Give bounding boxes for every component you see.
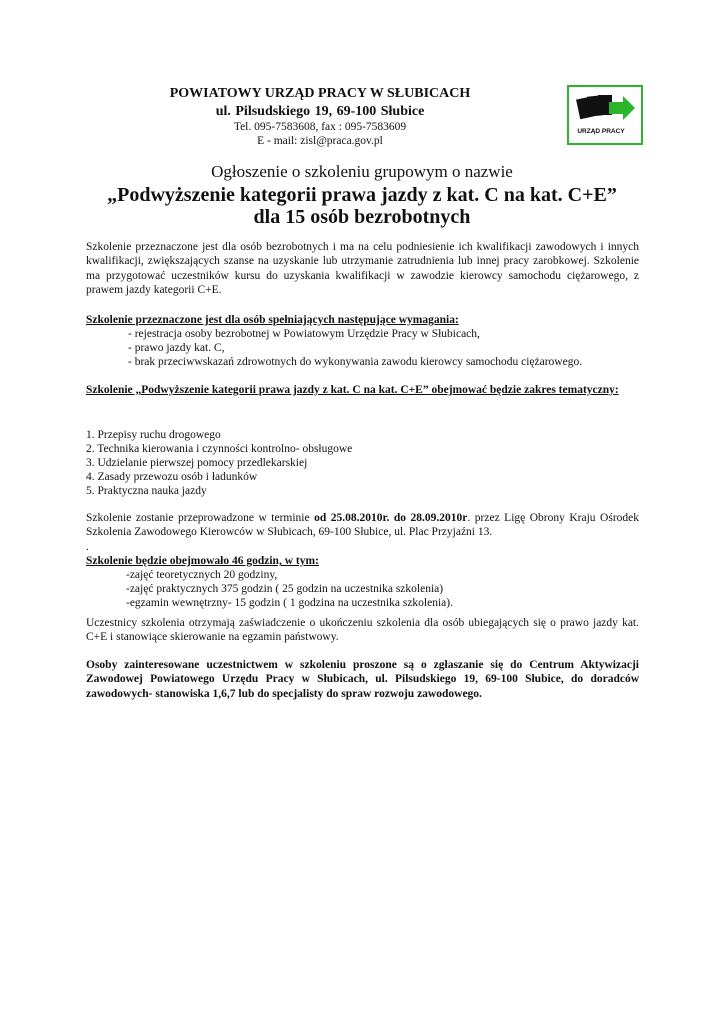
certificate-paragraph: Uczestnicy szkolenia otrzymają zaświadczenie o ukończeniu szkolenia dla osób ubiegających się o prawo jazdy kat. C+E i stanowiące skierowanie na egzamin państwowy.: [86, 617, 639, 644]
hours-item: -egzamin wewnętrzny- 15 godzin ( 1 godzina na uczestnika szkolenia).: [126, 597, 453, 609]
requirements-heading: Szkolenie przeznaczone jest dla osób spełniających następujące wymagania:: [86, 314, 459, 326]
schedule-date-from: od 25.08.2010r.: [314, 512, 390, 524]
logo-text: URZĄD PRACY: [577, 128, 625, 135]
course-title: „Podwyższenie kategorii prawa jazdy z kat. C na kat. C+E”: [107, 184, 617, 206]
scope-item: 5. Praktyczna nauka jazdy: [86, 485, 207, 497]
scope-item: 2. Technika kierowania i czynności kontrolno- obsługowe: [86, 443, 353, 455]
schedule-suffix: . przez Ligę Obrony Kraju Ośrodek Szkolenia Zawodowego Kierowców w Słubicach, 69-100 Słubice, ul. Plac Przyjaźni 13.: [86, 512, 640, 539]
office-email: E - mail: zisl@praca.gov.pl: [257, 135, 383, 147]
office-name: POWIATOWY URZĄD PRACY W SŁUBICACH: [169, 86, 471, 101]
schedule-prefix: Szkolenie zostanie przeprowadzone w terminie: [86, 512, 315, 524]
hours-heading: Szkolenie będzie obejmowało 46 godzin, w tym:: [86, 555, 319, 567]
requirement-item: - rejestracja osoby bezrobotnej w Powiatowym Urzędzie Pracy w Słubicach,: [128, 328, 480, 340]
course-subtitle: dla 15 osób bezrobotnych: [253, 206, 471, 228]
scope-heading: Szkolenie „Podwyższenie kategorii prawa jazdy z kat. C na kat. C+E” obejmować będzie zakres tematyczny:: [86, 384, 619, 396]
scope-item: 3. Udzielanie pierwszej pomocy przedlekarskiej: [86, 457, 308, 469]
hours-item: -zajęć praktycznych 375 godzin ( 25 godzin na uczestnika szkolenia): [126, 583, 444, 595]
office-phone-fax: Tel. 095-7583608, fax : 095-7583609: [233, 121, 407, 133]
requirement-item: - prawo jazdy kat. C,: [128, 342, 225, 354]
urzad-pracy-logo: [567, 85, 643, 145]
office-address: ul. Pilsudskiego 19, 69-100 Słubice: [215, 104, 425, 119]
stray-dot: .: [86, 541, 89, 553]
requirement-item: - brak przeciwwskazań zdrowotnych do wykonywania zawodu kierowcy samochodu ciężarowego.: [128, 356, 583, 368]
logo-graphic-icon: [569, 87, 641, 143]
scope-item: 4. Zasady przewozu osób i ładunków: [86, 471, 258, 483]
contact-paragraph: Osoby zainteresowane uczestnictwem w szkoleniu proszone są o zgłaszanie się do Centrum Aktywizacji Zawodowej Powiatowego Urzędu Pracy w Słubicach, ul. Pilsudskiego 19, 69-100 Słubice, do doradców zawodowych- stanowiska 1,6,7 lub do specjalisty do spraw rozwoju zawodowego.: [86, 659, 639, 700]
hours-item: -zajęć teoretycznych 20 godziny,: [126, 569, 278, 581]
schedule-paragraph: [86, 511, 639, 540]
announcement: Ogłoszenie o szkoleniu grupowym o nazwie: [211, 162, 513, 181]
scope-item: 1. Przepisy ruchu drogowego: [86, 429, 221, 441]
intro-paragraph: Szkolenie przeznaczone jest dla osób bezrobotnych i ma na celu podniesienie ich kwalifikacji zawodowych i innych kwalifikacji, zwiększających szanse na uzyskanie lub utrzymanie zatrudnienia lub innej pracy zarobkowej. Szkolenie ma przygotować uczestników kursu do uzyskania kwalifikacji w zawodzie kierowcy samochodu ciężarowego, z prawem jazdy kategorii C+E.: [86, 241, 639, 297]
schedule-date-to: do 28.09.2010r: [389, 512, 468, 524]
